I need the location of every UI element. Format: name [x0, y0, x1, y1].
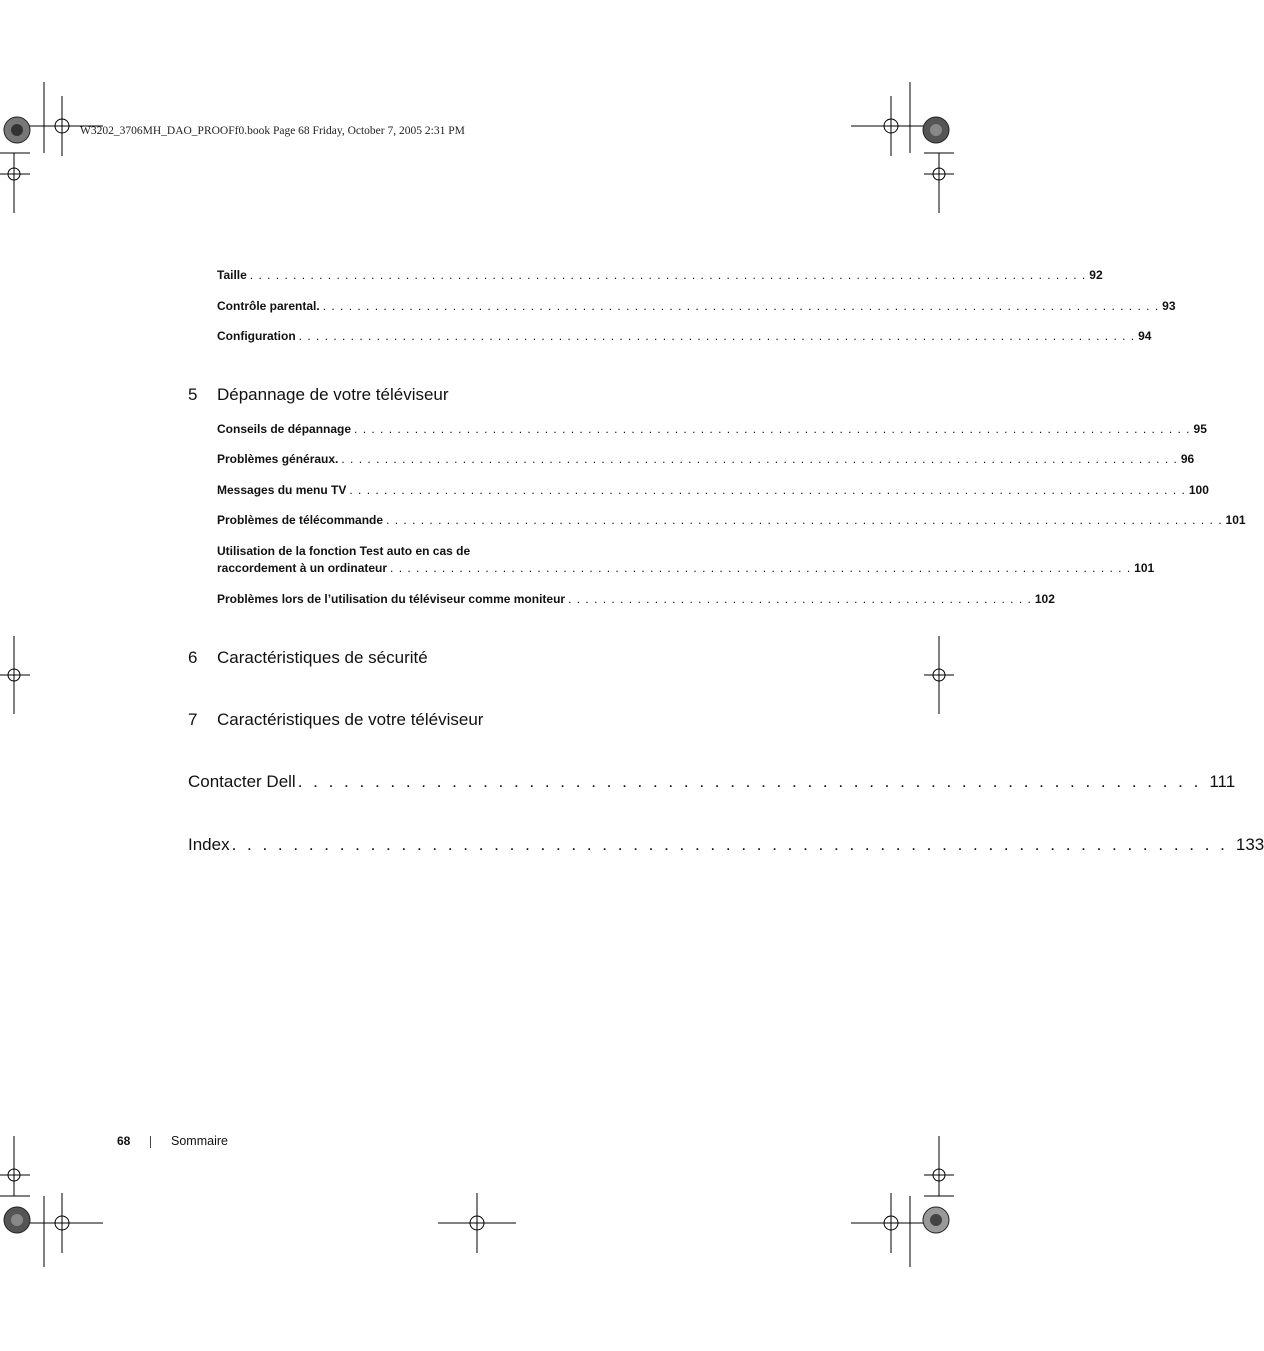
toc-entry-page: 94: [1138, 329, 1152, 343]
toc-entry-telecommande[interactable]: [217, 513, 1246, 527]
toc-entry-test-auto[interactable]: [217, 544, 1155, 575]
footer-page-number: 68: [117, 1134, 131, 1148]
toc-entry-label-line2: raccordement à un ordinateur: [217, 561, 388, 575]
chapter-number: 5: [188, 385, 198, 404]
dot-leader: . . . . . . . . . . . . . . . . . . . . . . . . . . . . . . . . . . . . . . . . . . . . . . . . . . . . . . . . . . . . . . . . . . . . . . . . . . . . . . . . . . . . . . . . . . . . . . . . .: [249, 268, 1087, 282]
appendix-label: Contacter Dell: [188, 772, 296, 791]
chapter-number: 6: [188, 648, 198, 667]
dot-leader: . . . . . . . . . . . . . . . . . . . . . . . . . . . . . . . . . . . . . . . . . . . . . . . . . . . . . . . . . . . . . . . . . . . . . . . . . . . . . . . . . . . . . . . . . . . . . . . . .: [354, 422, 1191, 436]
toc-entry-taille[interactable]: [217, 268, 1103, 282]
dot-leader: . . . . . . . . . . . . . . . . . . . . . . . . . . . . . . . . . . . . . . . . . . . . . . . . . . . . . . . . . . . . . . . . . . . . . . . . . . . . . . . . . . . . . . . . . . . . . . . . .: [386, 513, 1223, 527]
toc-entry-problemes-generaux[interactable]: [217, 452, 1195, 466]
dot-leader: . . . . . . . . . . . . . . . . . . . . . . . . . . . . . . . . . . . . . . . . . . . . . . . . . . . . . . . . . . . . . . . . . . . . . . . . . . . . . . . . . . . . . . . . . . . . . . . . .: [349, 483, 1186, 497]
toc-entry-page: 95: [1193, 422, 1207, 436]
footer-separator: [150, 1136, 151, 1148]
toc-entry-moniteur[interactable]: [217, 592, 1055, 606]
toc-entry-label: Conseils de dépannage: [217, 422, 352, 436]
toc-entry-conseils[interactable]: [217, 422, 1207, 436]
toc-entry-label: Problèmes de télécommande: [217, 513, 384, 527]
toc-entry-label: Messages du menu TV: [217, 483, 347, 497]
toc-contact-dell[interactable]: [188, 772, 1236, 792]
chapter-number: 7: [188, 710, 198, 729]
dot-leader: . . . . . . . . . . . . . . . . . . . . . . . . . . . . . . . . . . . . . . . . . . . . . . . . . . . . . . . . . . . . . . . . . . . . . . . . . . . . . . . . . . . . . . . . . . . . . . . . .: [341, 452, 1178, 466]
toc-entry-label: Problèmes lors de l’utilisation du téléviseur comme moniteur: [217, 592, 566, 606]
toc-entry-page: 101: [1225, 513, 1246, 527]
dot-leader: . . . . . . . . . . . . . . . . . . . . . . . . . . . . . . . . . . . . . . . . . . . . . . . . . . . . . . . . . . . . . . . . .: [231, 835, 1228, 854]
toc-entry-page: 101: [1134, 561, 1155, 575]
chapter-7-heading[interactable]: [188, 710, 483, 730]
toc-entry-label: Contrôle parental.: [217, 299, 320, 313]
toc-entry-controle-parental[interactable]: [217, 299, 1176, 313]
toc-entry-page: 93: [1162, 299, 1176, 313]
toc-entry-label: Configuration: [217, 329, 296, 343]
toc-entry-messages-menu[interactable]: [217, 483, 1209, 497]
dot-leader: . . . . . . . . . . . . . . . . . . . . . . . . . . . . . . . . . . . . . . . . . . . . . . . . . . . . . . . . . . . . . . . . . . . . . . . . . . . . . . . . . . . . . . . . . . . . . . . . .: [298, 329, 1136, 343]
dot-leader: . . . . . . . . . . . . . . . . . . . . . . . . . . . . . . . . . . . . . . . . . . . . . . . . . . . . . . . . . . .: [297, 772, 1202, 791]
chapter-title: Caractéristiques de votre téléviseur: [217, 710, 484, 729]
chapter-title: Caractéristiques de sécurité: [217, 648, 428, 667]
toc-entry-page: 102: [1034, 592, 1055, 606]
chapter-6-heading[interactable]: [188, 648, 428, 668]
toc-entry-label: Problèmes généraux.: [217, 452, 339, 466]
toc-entry-configuration[interactable]: [217, 329, 1152, 343]
appendix-page: 111: [1209, 772, 1236, 791]
toc-index[interactable]: [188, 835, 1264, 855]
toc-entry-page: 100: [1188, 483, 1209, 497]
footer-section-title: Sommaire: [171, 1134, 228, 1148]
chapter-5-heading[interactable]: [188, 385, 449, 405]
appendix-page: 133: [1235, 835, 1264, 854]
dot-leader: . . . . . . . . . . . . . . . . . . . . . . . . . . . . . . . . . . . . . . . . . . . . . . . . . . . . . .: [568, 592, 1032, 606]
toc-entry-page: 96: [1180, 452, 1195, 466]
chapter-title: Dépannage de votre téléviseur: [217, 385, 449, 404]
appendix-label: Index: [188, 835, 230, 854]
print-header: W3202_3706MH_DAO_PROOFf0.book Page 68 Friday, October 7, 2005 2:31 PM: [80, 125, 465, 137]
toc-entry-page: 92: [1089, 268, 1103, 282]
toc-entry-label: Taille: [217, 268, 247, 282]
dot-leader: . . . . . . . . . . . . . . . . . . . . . . . . . . . . . . . . . . . . . . . . . . . . . . . . . . . . . . . . . . . . . . . . . . . . . . . . . . . . . . . . . . . . . . . . . . . . . . . . .: [322, 299, 1160, 313]
dot-leader: . . . . . . . . . . . . . . . . . . . . . . . . . . . . . . . . . . . . . . . . . . . . . . . . . . . . . . . . . . . . . . . . . . . . . . . . . . . . . . . . . . . . . .: [390, 561, 1132, 575]
toc-entry-label-line1: Utilisation de la fonction Test auto en cas de: [217, 544, 471, 558]
